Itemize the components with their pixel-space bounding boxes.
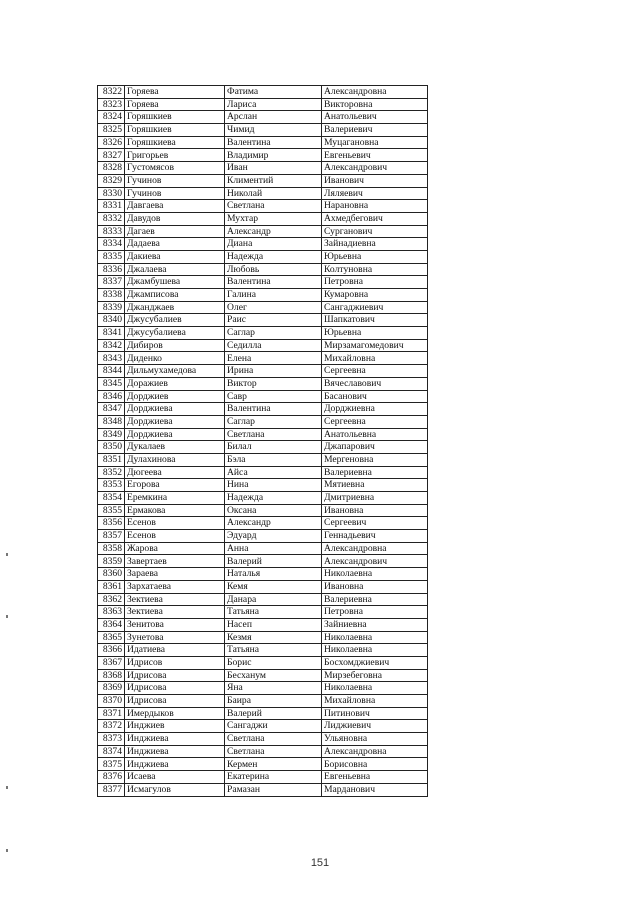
table-row [98, 733, 428, 746]
row-number-cell: 8353 [98, 479, 125, 492]
row-number-cell: 8361 [98, 580, 125, 593]
surname-cell: Зараева [125, 568, 225, 581]
row-number-cell: 8365 [98, 631, 125, 644]
table-row [98, 504, 428, 517]
patronymic-cell: Басанович [322, 390, 428, 403]
surname-cell: Идрисов [125, 656, 225, 669]
row-number-cell: 8375 [98, 758, 125, 771]
surname-cell: Зектиева [125, 606, 225, 619]
table-row [98, 656, 428, 669]
row-number-cell: 8337 [98, 276, 125, 289]
first-name-cell: Кемя [225, 580, 322, 593]
row-number-cell: 8368 [98, 669, 125, 682]
surname-cell: Исаева [125, 771, 225, 784]
table-row [98, 162, 428, 175]
table-row [98, 403, 428, 416]
first-name-cell: Татьяна [225, 644, 322, 657]
surname-cell: Идрисова [125, 695, 225, 708]
table-row [98, 339, 428, 352]
table-row [98, 517, 428, 530]
patronymic-cell: Александрович [322, 555, 428, 568]
row-number-cell: 8341 [98, 327, 125, 340]
surname-cell: Идрисова [125, 682, 225, 695]
table-row [98, 530, 428, 543]
table-row [98, 606, 428, 619]
first-name-cell: Насеп [225, 618, 322, 631]
row-number-cell: 8371 [98, 707, 125, 720]
patronymic-cell: Зайниевна [322, 618, 428, 631]
patronymic-cell: Дмитриевна [322, 492, 428, 505]
row-number-cell: 8325 [98, 124, 125, 137]
table-row [98, 644, 428, 657]
first-name-cell: Галина [225, 289, 322, 302]
surname-cell: Густомясов [125, 162, 225, 175]
page-number: 151 [310, 857, 330, 869]
table-row [98, 720, 428, 733]
row-number-cell: 8322 [98, 86, 125, 99]
surname-cell: Зархатаева [125, 580, 225, 593]
patronymic-cell: Николаевна [322, 568, 428, 581]
first-name-cell: Нина [225, 479, 322, 492]
surname-cell: Давудов [125, 212, 225, 225]
row-number-cell: 8374 [98, 745, 125, 758]
surname-cell: Гучинов [125, 187, 225, 200]
patronymic-cell: Питинович [322, 707, 428, 720]
patronymic-cell: Нарановна [322, 200, 428, 213]
table-row [98, 580, 428, 593]
first-name-cell: Светлана [225, 733, 322, 746]
table-row [98, 631, 428, 644]
table-row [98, 276, 428, 289]
table-row [98, 124, 428, 137]
surname-cell: Дорджиев [125, 390, 225, 403]
row-number-cell: 8328 [98, 162, 125, 175]
row-number-cell: 8349 [98, 428, 125, 441]
table-row [98, 352, 428, 365]
first-name-cell: Татьяна [225, 606, 322, 619]
first-name-cell: Светлана [225, 200, 322, 213]
patronymic-cell: Вячеславович [322, 377, 428, 390]
row-number-cell: 8335 [98, 250, 125, 263]
surname-cell: Инджиева [125, 733, 225, 746]
first-name-cell: Кермен [225, 758, 322, 771]
surname-cell: Гучинов [125, 174, 225, 187]
row-number-cell: 8336 [98, 263, 125, 276]
row-number-cell: 8334 [98, 238, 125, 251]
first-name-cell: Олег [225, 301, 322, 314]
first-name-cell: Анна [225, 542, 322, 555]
patronymic-cell: Борисовна [322, 758, 428, 771]
surname-cell: Инджиев [125, 720, 225, 733]
surname-cell: Есенов [125, 530, 225, 543]
row-number-cell: 8332 [98, 212, 125, 225]
patronymic-cell: Евгеньевна [322, 771, 428, 784]
row-number-cell: 8340 [98, 314, 125, 327]
first-name-cell: Екатерина [225, 771, 322, 784]
patronymic-cell: Николаевна [322, 682, 428, 695]
first-name-cell: Сангаджи [225, 720, 322, 733]
table-row [98, 327, 428, 340]
row-number-cell: 8343 [98, 352, 125, 365]
table-row [98, 771, 428, 784]
row-number-cell: 8329 [98, 174, 125, 187]
first-name-cell: Айса [225, 466, 322, 479]
row-number-cell: 8364 [98, 618, 125, 631]
first-name-cell: Климентий [225, 174, 322, 187]
row-number-cell: 8344 [98, 365, 125, 378]
surname-cell: Горяева [125, 98, 225, 111]
table-row [98, 707, 428, 720]
first-name-cell: Любовь [225, 263, 322, 276]
table-row [98, 669, 428, 682]
first-name-cell: Эдуард [225, 530, 322, 543]
table-row [98, 593, 428, 606]
row-number-cell: 8366 [98, 644, 125, 657]
surname-cell: Горяшкиев [125, 124, 225, 137]
patronymic-cell: Мятиевна [322, 479, 428, 492]
surname-cell: Дакиева [125, 250, 225, 263]
patronymic-cell: Николаевна [322, 631, 428, 644]
surname-cell: Джалаева [125, 263, 225, 276]
first-name-cell: Мухтар [225, 212, 322, 225]
table-row [98, 479, 428, 492]
first-name-cell: Иван [225, 162, 322, 175]
row-number-cell: 8363 [98, 606, 125, 619]
patronymic-cell: Александровна [322, 542, 428, 555]
first-name-cell: Елена [225, 352, 322, 365]
row-number-cell: 8342 [98, 339, 125, 352]
patronymic-cell: Шапкатович [322, 314, 428, 327]
table-row [98, 86, 428, 99]
row-number-cell: 8327 [98, 149, 125, 162]
first-name-cell: Наталья [225, 568, 322, 581]
patronymic-cell: Мергеновна [322, 453, 428, 466]
surname-cell: Дибиров [125, 339, 225, 352]
first-name-cell: Валентина [225, 403, 322, 416]
row-number-cell: 8372 [98, 720, 125, 733]
patronymic-cell: Сергеевна [322, 365, 428, 378]
patronymic-cell: Сурганович [322, 225, 428, 238]
first-name-cell: Баира [225, 695, 322, 708]
first-name-cell: Александр [225, 517, 322, 530]
patronymic-cell: Александровна [322, 745, 428, 758]
first-name-cell: Валерий [225, 555, 322, 568]
surname-cell: Диденко [125, 352, 225, 365]
surname-cell: Завертаев [125, 555, 225, 568]
patronymic-cell: Ляляевич [322, 187, 428, 200]
table-row [98, 758, 428, 771]
scan-mark [6, 786, 8, 789]
surname-cell: Дильмухамедова [125, 365, 225, 378]
patronymic-cell: Евгеньевич [322, 149, 428, 162]
surname-cell: Доражиев [125, 377, 225, 390]
table-row [98, 365, 428, 378]
table-row [98, 238, 428, 251]
surname-cell: Григорьев [125, 149, 225, 162]
first-name-cell: Светлана [225, 745, 322, 758]
table-row [98, 492, 428, 505]
scan-mark [6, 849, 8, 852]
table-row [98, 225, 428, 238]
patronymic-cell: Ивановна [322, 504, 428, 517]
table-row [98, 212, 428, 225]
patronymic-cell: Ульяновна [322, 733, 428, 746]
first-name-cell: Александр [225, 225, 322, 238]
row-number-cell: 8350 [98, 441, 125, 454]
surname-cell: Зунетова [125, 631, 225, 644]
surname-cell: Горяева [125, 86, 225, 99]
first-name-cell: Надежда [225, 250, 322, 263]
patronymic-cell: Кумаровна [322, 289, 428, 302]
row-number-cell: 8351 [98, 453, 125, 466]
patronymic-cell: Анатольевич [322, 111, 428, 124]
surname-cell: Жарова [125, 542, 225, 555]
surname-cell: Зектиева [125, 593, 225, 606]
row-number-cell: 8346 [98, 390, 125, 403]
surname-cell: Дорджиева [125, 415, 225, 428]
surname-cell: Егорова [125, 479, 225, 492]
first-name-cell: Арслан [225, 111, 322, 124]
first-name-cell: Надежда [225, 492, 322, 505]
first-name-cell: Кезмя [225, 631, 322, 644]
first-name-cell: Валерий [225, 707, 322, 720]
patronymic-cell: Ивановна [322, 580, 428, 593]
first-name-cell: Бэла [225, 453, 322, 466]
row-number-cell: 8352 [98, 466, 125, 479]
row-number-cell: 8331 [98, 200, 125, 213]
row-number-cell: 8324 [98, 111, 125, 124]
patronymic-cell: Юрьевна [322, 250, 428, 263]
table-row [98, 542, 428, 555]
surname-cell: Джамбушева [125, 276, 225, 289]
table-row [98, 390, 428, 403]
table-row [98, 695, 428, 708]
patronymic-cell: Муцагановна [322, 136, 428, 149]
row-number-cell: 8377 [98, 783, 125, 796]
patronymic-cell: Мирзебеговна [322, 669, 428, 682]
patronymic-cell: Босхомджиевич [322, 656, 428, 669]
table-row [98, 187, 428, 200]
surname-cell: Дорджиева [125, 428, 225, 441]
surname-cell: Джусубалиев [125, 314, 225, 327]
table-row [98, 555, 428, 568]
surname-cell: Инджиева [125, 758, 225, 771]
table-row [98, 783, 428, 796]
surname-cell: Инджиева [125, 745, 225, 758]
table-row [98, 568, 428, 581]
table-row [98, 314, 428, 327]
row-number-cell: 8338 [98, 289, 125, 302]
first-name-cell: Валентина [225, 276, 322, 289]
table-row [98, 466, 428, 479]
first-name-cell: Бесханум [225, 669, 322, 682]
patronymic-cell: Валериевич [322, 124, 428, 137]
first-name-cell: Оксана [225, 504, 322, 517]
surname-cell: Джамписова [125, 289, 225, 302]
surname-cell: Ермакова [125, 504, 225, 517]
first-name-cell: Саглар [225, 327, 322, 340]
patronymic-cell: Михайловна [322, 695, 428, 708]
first-name-cell: Владимир [225, 149, 322, 162]
patronymic-cell: Марданович [322, 783, 428, 796]
table-row [98, 453, 428, 466]
patronymic-cell: Александровна [322, 86, 428, 99]
table-row [98, 200, 428, 213]
row-number-cell: 8373 [98, 733, 125, 746]
surname-cell: Горяшкиев [125, 111, 225, 124]
surname-cell: Дукалаев [125, 441, 225, 454]
first-name-cell: Лариса [225, 98, 322, 111]
surname-cell: Джусубалиева [125, 327, 225, 340]
surname-cell: Давгаева [125, 200, 225, 213]
row-number-cell: 8360 [98, 568, 125, 581]
patronymic-cell: Юрьевна [322, 327, 428, 340]
row-number-cell: 8362 [98, 593, 125, 606]
patronymic-cell: Анатольевна [322, 428, 428, 441]
table-row [98, 415, 428, 428]
patronymic-cell: Лиджиевич [322, 720, 428, 733]
table-row [98, 136, 428, 149]
table-row [98, 618, 428, 631]
first-name-cell: Яна [225, 682, 322, 695]
row-number-cell: 8369 [98, 682, 125, 695]
surname-cell: Есенов [125, 517, 225, 530]
table-row [98, 111, 428, 124]
patronymic-cell: Петровна [322, 276, 428, 289]
table-row [98, 682, 428, 695]
table-row [98, 98, 428, 111]
table-row [98, 428, 428, 441]
row-number-cell: 8348 [98, 415, 125, 428]
table-row [98, 174, 428, 187]
row-number-cell: 8339 [98, 301, 125, 314]
first-name-cell: Фатима [225, 86, 322, 99]
table-row [98, 250, 428, 263]
surname-cell: Дорджиева [125, 403, 225, 416]
patronymic-cell: Михайловна [322, 352, 428, 365]
surname-cell: Зенитова [125, 618, 225, 631]
surname-cell: Имердыков [125, 707, 225, 720]
patronymic-cell: Зайнадиевна [322, 238, 428, 251]
scan-mark [6, 553, 8, 556]
row-number-cell: 8330 [98, 187, 125, 200]
table-row [98, 441, 428, 454]
first-name-cell: Борис [225, 656, 322, 669]
first-name-cell: Виктор [225, 377, 322, 390]
patronymic-cell: Сергеевна [322, 415, 428, 428]
first-name-cell: Николай [225, 187, 322, 200]
first-name-cell: Ирина [225, 365, 322, 378]
patronymic-cell: Александрович [322, 162, 428, 175]
surname-cell: Исмагулов [125, 783, 225, 796]
row-number-cell: 8326 [98, 136, 125, 149]
row-number-cell: 8376 [98, 771, 125, 784]
first-name-cell: Савр [225, 390, 322, 403]
patronymic-cell: Валериевна [322, 593, 428, 606]
surname-cell: Горяшкиева [125, 136, 225, 149]
patronymic-cell: Валериевна [322, 466, 428, 479]
table-row [98, 263, 428, 276]
surname-cell: Дагаев [125, 225, 225, 238]
names-table [97, 85, 428, 797]
first-name-cell: Светлана [225, 428, 322, 441]
first-name-cell: Данара [225, 593, 322, 606]
first-name-cell: Седилла [225, 339, 322, 352]
row-number-cell: 8323 [98, 98, 125, 111]
first-name-cell: Раис [225, 314, 322, 327]
table-row [98, 289, 428, 302]
patronymic-cell: Мирзамагомедович [322, 339, 428, 352]
row-number-cell: 8358 [98, 542, 125, 555]
row-number-cell: 8355 [98, 504, 125, 517]
patronymic-cell: Джапарович [322, 441, 428, 454]
row-number-cell: 8345 [98, 377, 125, 390]
table-row [98, 377, 428, 390]
patronymic-cell: Дорджиевна [322, 403, 428, 416]
first-name-cell: Рамазан [225, 783, 322, 796]
surname-cell: Еремкина [125, 492, 225, 505]
first-name-cell: Чимид [225, 124, 322, 137]
row-number-cell: 8357 [98, 530, 125, 543]
scan-mark [6, 615, 8, 618]
row-number-cell: 8354 [98, 492, 125, 505]
table-row [98, 301, 428, 314]
surname-cell: Дюгеева [125, 466, 225, 479]
patronymic-cell: Ахмедбегович [322, 212, 428, 225]
first-name-cell: Валентина [225, 136, 322, 149]
patronymic-cell: Петровна [322, 606, 428, 619]
patronymic-cell: Геннадьевич [322, 530, 428, 543]
first-name-cell: Билал [225, 441, 322, 454]
names-table-body [98, 86, 428, 797]
table-row [98, 745, 428, 758]
patronymic-cell: Николаевна [322, 644, 428, 657]
patronymic-cell: Колтуновна [322, 263, 428, 276]
first-name-cell: Диана [225, 238, 322, 251]
table-row [98, 149, 428, 162]
row-number-cell: 8347 [98, 403, 125, 416]
first-name-cell: Саглар [225, 415, 322, 428]
row-number-cell: 8370 [98, 695, 125, 708]
patronymic-cell: Викторовна [322, 98, 428, 111]
patronymic-cell: Сергеевич [322, 517, 428, 530]
surname-cell: Идатиева [125, 644, 225, 657]
patronymic-cell: Иванович [322, 174, 428, 187]
surname-cell: Джанджаев [125, 301, 225, 314]
surname-cell: Идрисова [125, 669, 225, 682]
patronymic-cell: Сангаджиевич [322, 301, 428, 314]
row-number-cell: 8367 [98, 656, 125, 669]
row-number-cell: 8333 [98, 225, 125, 238]
row-number-cell: 8356 [98, 517, 125, 530]
surname-cell: Дадаева [125, 238, 225, 251]
surname-cell: Дулахинова [125, 453, 225, 466]
row-number-cell: 8359 [98, 555, 125, 568]
